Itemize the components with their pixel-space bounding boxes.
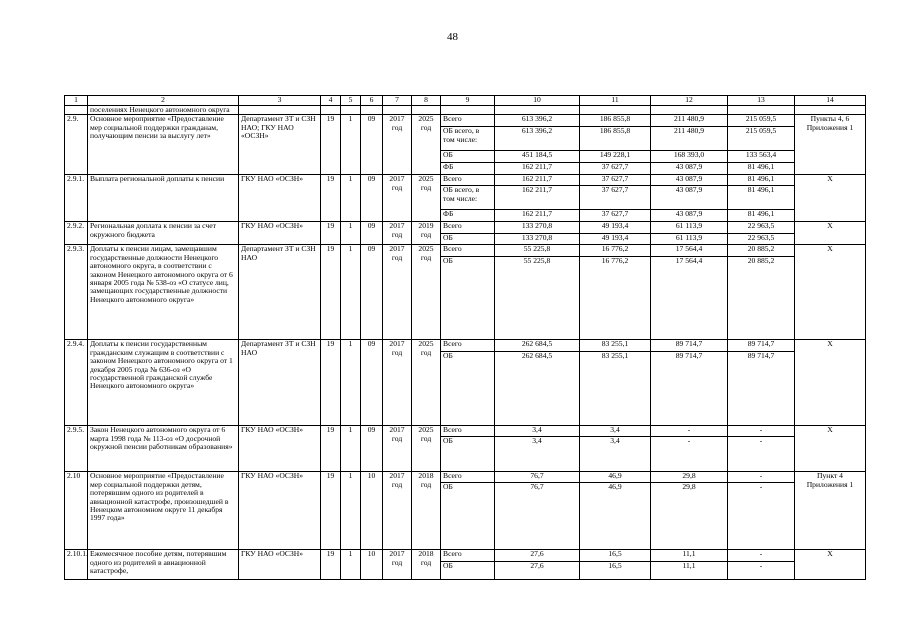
code-cell: 1 xyxy=(341,245,361,340)
executor: Департамент ЗТ и СЗН НАО; ГКУ НАО «ОСЗН» xyxy=(239,115,321,175)
column-number: 6 xyxy=(361,96,383,106)
program-table xyxy=(64,95,866,580)
amount-year-2: 211 480,9 xyxy=(651,127,728,151)
amount-year-2: 43 087,9 xyxy=(651,175,728,186)
amount-total: 613 396,2 xyxy=(495,127,580,151)
column-number: 12 xyxy=(651,96,728,106)
amount-total: 3,4 xyxy=(495,426,580,437)
code-cell: 19 xyxy=(321,340,341,426)
start-year: 2017 год xyxy=(383,472,412,550)
amount-total: 133 270,8 xyxy=(495,234,580,245)
amount-year-2: - xyxy=(651,437,728,472)
code-cell: 1 xyxy=(341,222,361,245)
code-cell: 09 xyxy=(361,245,383,340)
funding-source: Всего xyxy=(441,115,495,127)
code-cell: 09 xyxy=(361,340,383,426)
amount-total: 162 211,7 xyxy=(495,210,580,222)
start-year: 2017 год xyxy=(383,426,412,472)
row-number: 2.10 xyxy=(65,472,88,550)
code-cell: 10 xyxy=(361,550,383,580)
funding-source: ФБ xyxy=(441,210,495,222)
column-number: 3 xyxy=(239,96,321,106)
amount-year-2: 11,1 xyxy=(651,562,728,580)
amount-year-1: 16 776,2 xyxy=(580,245,651,257)
code-cell: 19 xyxy=(321,550,341,580)
code-cell: 1 xyxy=(341,472,361,550)
amount-year-1: 49 193,4 xyxy=(580,222,651,234)
code-cell: 09 xyxy=(361,115,383,175)
code-cell: 1 xyxy=(341,426,361,472)
page-number: 48 xyxy=(447,31,458,43)
row-number: 2.9.3. xyxy=(65,245,88,340)
amount-year-3: 22 963,5 xyxy=(728,234,795,245)
activity-name: Ежемесячное пособие детям, потерявшим одного из родителей в авиационной катастрофе, xyxy=(88,550,239,580)
amount-year-2: 43 087,9 xyxy=(651,210,728,222)
column-number: 1 xyxy=(65,96,88,106)
amount-year-1: 37 627,7 xyxy=(580,186,651,210)
funding-source: ОБ всего, в том числе: xyxy=(441,186,495,210)
amount-year-3: - xyxy=(728,550,795,562)
amount-year-1: 46,9 xyxy=(580,472,651,483)
funding-source: Всего xyxy=(441,222,495,234)
amount-year-1: 83 255,1 xyxy=(580,352,651,426)
code-cell: 1 xyxy=(341,340,361,426)
executor: ГКУ НАО «ОСЗН» xyxy=(239,472,321,550)
column-number: 13 xyxy=(728,96,795,106)
amount-total: 162 211,7 xyxy=(495,163,580,175)
amount-year-1: 186 855,8 xyxy=(580,127,651,151)
end-year: 2018 год xyxy=(412,472,441,550)
amount-total: 451 184,5 xyxy=(495,151,580,163)
amount-year-3: - xyxy=(728,426,795,437)
funding-source: ОБ всего, в том числе: xyxy=(441,127,495,151)
amount-total: 133 270,8 xyxy=(495,222,580,234)
amount-year-3: 20 885,2 xyxy=(728,245,795,257)
activity-row xyxy=(65,245,866,257)
executor: Департамент ЗТ и СЗН НАО xyxy=(239,340,321,426)
activity-name: Закон Ненецкого автономного округа от 6 марта 1998 года № 113-оз «О досрочной окружной пенсии работникам образования» xyxy=(88,426,239,472)
amount-total: 162 211,7 xyxy=(495,186,580,210)
start-year: 2017 год xyxy=(383,175,412,222)
funding-source: ОБ xyxy=(441,562,495,580)
code-cell: 10 xyxy=(361,472,383,550)
end-year: 2019 год xyxy=(412,222,441,245)
amount-total: 3,4 xyxy=(495,437,580,472)
funding-source: Всего xyxy=(441,426,495,437)
row-number: 2.9.2. xyxy=(65,222,88,245)
funding-source: ОБ xyxy=(441,234,495,245)
code-cell: 19 xyxy=(321,115,341,175)
amount-total: 55 225,8 xyxy=(495,245,580,257)
amount-year-1: 149 228,1 xyxy=(580,151,651,163)
amount-year-3: 81 496,1 xyxy=(728,210,795,222)
amount-year-1: 37 627,7 xyxy=(580,175,651,186)
reference-note: Х xyxy=(795,426,866,472)
row-number: 2.10.1. xyxy=(65,550,88,580)
column-number: 8 xyxy=(412,96,441,106)
amount-year-3: 89 714,7 xyxy=(728,352,795,426)
row-number: 2.9.1. xyxy=(65,175,88,222)
amount-total: 27,6 xyxy=(495,550,580,562)
activity-name: Доплаты к пенсии лицам, замещавшим государственные должности Ненецкого автономного округа, в соответствии с законом Ненецкого автономного округа от 6 января 2005 года № 538-оз «О статусе лиц, замещающих государственные должности Ненецкого автономного округа» xyxy=(88,245,239,340)
amount-year-3: 81 496,1 xyxy=(728,175,795,186)
amount-year-3: 215 059,5 xyxy=(728,127,795,151)
funding-source: ОБ xyxy=(441,257,495,340)
amount-year-3: 20 885,2 xyxy=(728,257,795,340)
amount-year-3: - xyxy=(728,483,795,550)
amount-year-1: 46,9 xyxy=(580,483,651,550)
amount-year-3: - xyxy=(728,472,795,483)
code-cell: 1 xyxy=(341,175,361,222)
amount-year-1: 3,4 xyxy=(580,437,651,472)
amount-total: 162 211,7 xyxy=(495,175,580,186)
amount-year-3: 215 059,5 xyxy=(728,115,795,127)
code-cell: 19 xyxy=(321,426,341,472)
funding-source: Всего xyxy=(441,472,495,483)
amount-total: 76,7 xyxy=(495,483,580,550)
column-number: 5 xyxy=(341,96,361,106)
code-cell: 09 xyxy=(361,426,383,472)
reference-note: Х xyxy=(795,175,866,222)
amount-year-1: 186 855,8 xyxy=(580,115,651,127)
amount-year-1: 16,5 xyxy=(580,550,651,562)
row-number: 2.9.5. xyxy=(65,426,88,472)
amount-year-2: 11,1 xyxy=(651,550,728,562)
amount-total: 613 396,2 xyxy=(495,115,580,127)
start-year: 2017 год xyxy=(383,222,412,245)
activity-row xyxy=(65,222,866,234)
funding-source: Всего xyxy=(441,550,495,562)
amount-year-2: 43 087,9 xyxy=(651,186,728,210)
amount-year-2: 29,8 xyxy=(651,472,728,483)
amount-total: 27,6 xyxy=(495,562,580,580)
amount-year-1: 16,5 xyxy=(580,562,651,580)
amount-year-2: 168 393,0 xyxy=(651,151,728,163)
activity-row xyxy=(65,340,866,352)
amount-year-1: 37 627,7 xyxy=(580,163,651,175)
funding-source: Всего xyxy=(441,245,495,257)
amount-year-3: 22 963,5 xyxy=(728,222,795,234)
end-year: 2025 год xyxy=(412,340,441,426)
reference-note: Х xyxy=(795,222,866,245)
amount-year-2: 61 113,9 xyxy=(651,234,728,245)
amount-year-1: 3,4 xyxy=(580,426,651,437)
amount-year-3: - xyxy=(728,437,795,472)
column-number: 9 xyxy=(441,96,495,106)
amount-total: 76,7 xyxy=(495,472,580,483)
executor: ГКУ НАО «ОСЗН» xyxy=(239,175,321,222)
activity-row xyxy=(65,472,866,483)
code-cell: 19 xyxy=(321,222,341,245)
end-year: 2025 год xyxy=(412,175,441,222)
reference-note: Х xyxy=(795,340,866,426)
amount-year-2: 43 087,9 xyxy=(651,163,728,175)
amount-year-2: 89 714,7 xyxy=(651,340,728,352)
amount-year-1: 49 193,4 xyxy=(580,234,651,245)
end-year: 2018 год xyxy=(412,550,441,580)
amount-year-2: 61 113,9 xyxy=(651,222,728,234)
funding-source: ОБ xyxy=(441,483,495,550)
funding-source: ОБ xyxy=(441,437,495,472)
end-year: 2025 год xyxy=(412,245,441,340)
activity-row xyxy=(65,115,866,127)
funding-source: ОБ xyxy=(441,151,495,163)
column-number: 11 xyxy=(580,96,651,106)
start-year: 2017 год xyxy=(383,550,412,580)
column-number: 14 xyxy=(795,96,866,106)
column-number-row xyxy=(65,96,866,106)
activity-name: Доплаты к пенсии государственным гражданским служащим в соответствии с законом Ненецкого автономного округа от 1 декабря 2005 года № 636-оз «О государственной гражданской службе Ненецкого автономного округа» xyxy=(88,340,239,426)
reference-note: Х xyxy=(795,245,866,340)
amount-total: 262 684,5 xyxy=(495,352,580,426)
column-number: 7 xyxy=(383,96,412,106)
activity-name: Основное мероприятие «Предоставление мер социальной поддержки детям, потерявшим одного из родителей в авиационной катастрофе, произошедшей в Ненецком автономном округе 11 декабря 1997 года» xyxy=(88,472,239,550)
executor: Департамент ЗТ и СЗН НАО xyxy=(239,245,321,340)
column-number: 10 xyxy=(495,96,580,106)
amount-year-3: 89 714,7 xyxy=(728,340,795,352)
executor: ГКУ НАО «ОСЗН» xyxy=(239,550,321,580)
code-cell: 09 xyxy=(361,175,383,222)
amount-year-2: 29,8 xyxy=(651,483,728,550)
activity-name: Региональная доплата к пенсии за счет окружного бюджета xyxy=(88,222,239,245)
code-cell: 19 xyxy=(321,175,341,222)
start-year: 2017 год xyxy=(383,115,412,175)
activity-name: поселениях Ненецкого автономного округа xyxy=(88,106,239,115)
reference-note: Х xyxy=(795,550,866,580)
funding-source: ОБ xyxy=(441,352,495,426)
amount-year-1: 83 255,1 xyxy=(580,340,651,352)
code-cell: 19 xyxy=(321,472,341,550)
end-year: 2025 год xyxy=(412,426,441,472)
amount-year-2: 17 564,4 xyxy=(651,245,728,257)
amount-year-2: 211 480,9 xyxy=(651,115,728,127)
amount-year-2: 17 564,4 xyxy=(651,257,728,340)
start-year: 2017 год xyxy=(383,340,412,426)
activity-name: Основное мероприятие «Предоставление мер социальной поддержки гражданам, получающим пенсии за выслугу лет» xyxy=(88,115,239,175)
activity-row xyxy=(65,550,866,562)
amount-year-3: 81 496,1 xyxy=(728,186,795,210)
funding-source: ФБ xyxy=(441,163,495,175)
reference-note: Пункт 4 Приложения 1 xyxy=(795,472,866,550)
amount-total: 262 684,5 xyxy=(495,340,580,352)
activity-name: Выплата региональной доплаты к пенсии xyxy=(88,175,239,222)
code-cell: 1 xyxy=(341,115,361,175)
amount-year-3: - xyxy=(728,562,795,580)
executor: ГКУ НАО «ОСЗН» xyxy=(239,222,321,245)
row-number: 2.9. xyxy=(65,115,88,175)
amount-year-2: 89 714,7 xyxy=(651,352,728,426)
row-number: 2.9.4. xyxy=(65,340,88,426)
column-number: 4 xyxy=(321,96,341,106)
funding-source: Всего xyxy=(441,340,495,352)
code-cell: 19 xyxy=(321,245,341,340)
funding-source: Всего xyxy=(441,175,495,186)
code-cell: 1 xyxy=(341,550,361,580)
amount-year-3: 81 496,1 xyxy=(728,163,795,175)
amount-total: 55 225,8 xyxy=(495,257,580,340)
executor: ГКУ НАО «ОСЗН» xyxy=(239,426,321,472)
activity-row xyxy=(65,175,866,186)
amount-year-2: - xyxy=(651,426,728,437)
amount-year-1: 37 627,7 xyxy=(580,210,651,222)
column-number: 2 xyxy=(88,96,239,106)
reference-note: Пункты 4, 6 Приложения 1 xyxy=(795,115,866,175)
amount-year-3: 133 563,4 xyxy=(728,151,795,163)
code-cell: 09 xyxy=(361,222,383,245)
end-year: 2025 год xyxy=(412,115,441,175)
activity-row xyxy=(65,426,866,437)
amount-year-1: 16 776,2 xyxy=(580,257,651,340)
start-year: 2017 год xyxy=(383,245,412,340)
